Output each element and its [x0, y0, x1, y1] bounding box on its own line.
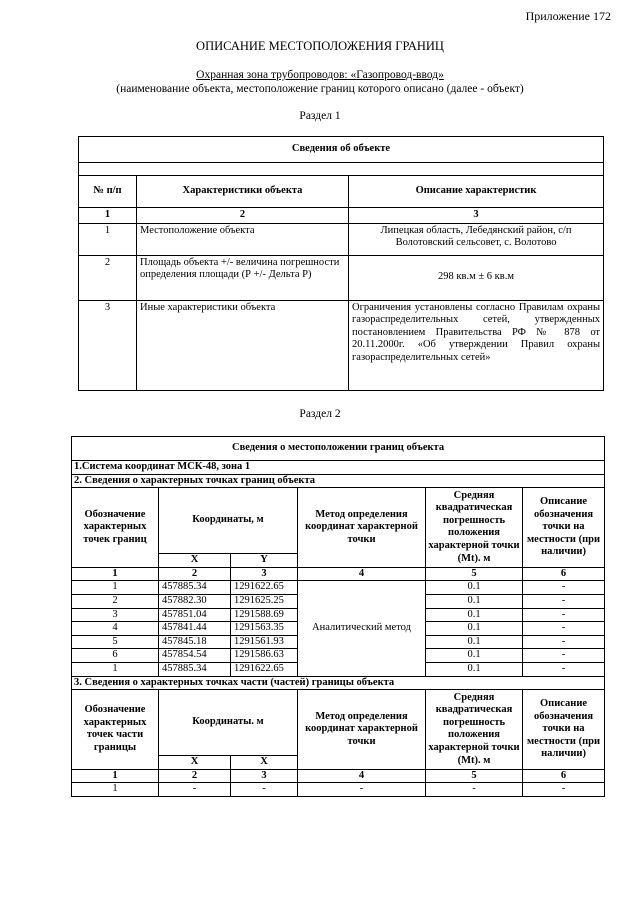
point-error: 0.1 — [426, 635, 523, 649]
row-characteristic: Площадь объекта +/- величина погрешности определения площади (Р +/- Дельта Р) — [137, 255, 349, 300]
col-number: 6 — [523, 769, 605, 783]
row-number: 3 — [79, 300, 137, 390]
col-number: 5 — [426, 567, 523, 581]
col-number: 2 — [159, 769, 231, 783]
row-value: Ограничения установлены согласно Правилам охраны газораспределительных сетей, утвержденных постановлением Правительства РФ № 878 от 20.11.2000г. «Об утверждении Правил охраны газораспределительных сетей» — [349, 300, 604, 390]
point-y: 1291563.35 — [231, 622, 298, 636]
points-section-title: 2. Сведения о характерных точках границ объекта — [72, 474, 605, 488]
point-y: 1291622.65 — [231, 581, 298, 595]
row-value: Липецкая область, Лебедянский район, с/п Волотовский сельсовет, с. Волотово — [349, 223, 604, 255]
point-description: - — [523, 622, 605, 636]
row-characteristic: Местоположение объекта — [137, 223, 349, 255]
point-id: 5 — [72, 635, 159, 649]
point-description: - — [523, 594, 605, 608]
part-point-method: - — [298, 783, 426, 797]
point-error: 0.1 — [426, 594, 523, 608]
point-x: 457882.30 — [159, 594, 231, 608]
table-title: Сведения о местоположении границ объекта — [72, 437, 605, 461]
row-number: 1 — [79, 223, 137, 255]
col-number: 6 — [523, 567, 605, 581]
table-row — [72, 783, 605, 797]
part-point-description: - — [523, 783, 605, 797]
point-y: 1291625.25 — [231, 594, 298, 608]
col-number: 5 — [426, 769, 523, 783]
col-header-number: № п/п — [79, 176, 137, 208]
col-header-error: Средняя квадратическая погрешность положения характерной точки (Mt). м — [426, 488, 523, 568]
col-header-method: Метод определения координат характерной точки — [298, 690, 426, 770]
col-header-method: Метод определения координат характерной точки — [298, 488, 426, 568]
row-value: 298 кв.м ± 6 кв.м — [349, 255, 604, 300]
point-y: 1291586.63 — [231, 649, 298, 663]
col-number: 2 — [137, 208, 349, 224]
part-point-x: - — [159, 783, 231, 797]
spacer-row — [79, 163, 604, 176]
col-number: 2 — [159, 567, 231, 581]
point-id: 4 — [72, 622, 159, 636]
point-x: 457854.54 — [159, 649, 231, 663]
col-header-characteristic: Характеристики объекта — [137, 176, 349, 208]
col-header-y: Y — [231, 554, 298, 568]
point-x: 457845.18 — [159, 635, 231, 649]
point-y: 1291561.93 — [231, 635, 298, 649]
parts-section-title: 3. Сведения о характерных точках части (частей) границы объекта — [72, 676, 605, 690]
boundary-table — [71, 436, 605, 797]
col-number: 4 — [298, 769, 426, 783]
table-row — [72, 581, 605, 595]
col-header-coordinates: Координаты, м — [159, 488, 298, 554]
col-number: 3 — [349, 208, 604, 224]
col-number: 1 — [79, 208, 137, 224]
col-header-x: X — [159, 756, 231, 770]
point-id: 3 — [72, 608, 159, 622]
point-description: - — [523, 608, 605, 622]
point-x: 457885.34 — [159, 662, 231, 676]
point-y: 1291622.65 — [231, 662, 298, 676]
point-x: 457885.34 — [159, 581, 231, 595]
point-x: 457841.44 — [159, 622, 231, 636]
point-description: - — [523, 649, 605, 663]
col-number: 1 — [72, 567, 159, 581]
point-id: 1 — [72, 662, 159, 676]
coordinate-system: 1.Система координат МСК-48, зона 1 — [72, 461, 605, 475]
point-id: 2 — [72, 594, 159, 608]
point-x: 457851.04 — [159, 608, 231, 622]
point-error: 0.1 — [426, 649, 523, 663]
row-number: 2 — [79, 255, 137, 300]
object-name: Охранная зона трубопроводов: «Газопровод-ввод» — [196, 69, 444, 81]
part-point-id: 1 — [72, 783, 159, 797]
col-header-designation: Обозначение характерных точек границ — [72, 488, 159, 568]
point-error: 0.1 — [426, 581, 523, 595]
col-header-designation: Обозначение характерных точек части границы — [72, 690, 159, 770]
col-header-description: Описание характеристик — [349, 176, 604, 208]
part-point-error: - — [426, 783, 523, 797]
section-1-heading: Раздел 1 — [299, 110, 341, 122]
point-description: - — [523, 662, 605, 676]
point-y: 1291588.69 — [231, 608, 298, 622]
point-error: 0.1 — [426, 622, 523, 636]
table-title: Сведения об объекте — [79, 137, 604, 163]
document-title: ОПИСАНИЕ МЕСТОПОЛОЖЕНИЯ ГРАНИЦ — [196, 39, 444, 53]
col-header-description: Описание обозначения точки на местности (при наличии) — [523, 690, 605, 770]
col-header-coordinates: Координаты. м — [159, 690, 298, 756]
point-error: 0.1 — [426, 608, 523, 622]
col-header-description: Описание обозначения точки на местности (при наличии) — [523, 488, 605, 568]
point-description: - — [523, 635, 605, 649]
part-point-y: - — [231, 783, 298, 797]
col-header-error: Средняя квадратическая погрешность положения характерной точки (Mt). м — [426, 690, 523, 770]
method-value: Аналитический метод — [298, 581, 426, 676]
row-characteristic: Иные характеристики объекта — [137, 300, 349, 390]
section-2-heading: Раздел 2 — [299, 408, 341, 420]
col-header-y: X — [231, 756, 298, 770]
point-error: 0.1 — [426, 662, 523, 676]
col-number: 1 — [72, 769, 159, 783]
point-id: 6 — [72, 649, 159, 663]
point-id: 1 — [72, 581, 159, 595]
col-number: 3 — [231, 769, 298, 783]
col-number: 3 — [231, 567, 298, 581]
col-header-x: X — [159, 554, 231, 568]
object-info-table — [78, 136, 604, 391]
col-number: 4 — [298, 567, 426, 581]
point-description: - — [523, 581, 605, 595]
appendix-label: Приложение 172 — [525, 9, 611, 23]
object-name-note: (наименование объекта, местоположение границ которого описано (далее - объект) — [116, 83, 524, 95]
